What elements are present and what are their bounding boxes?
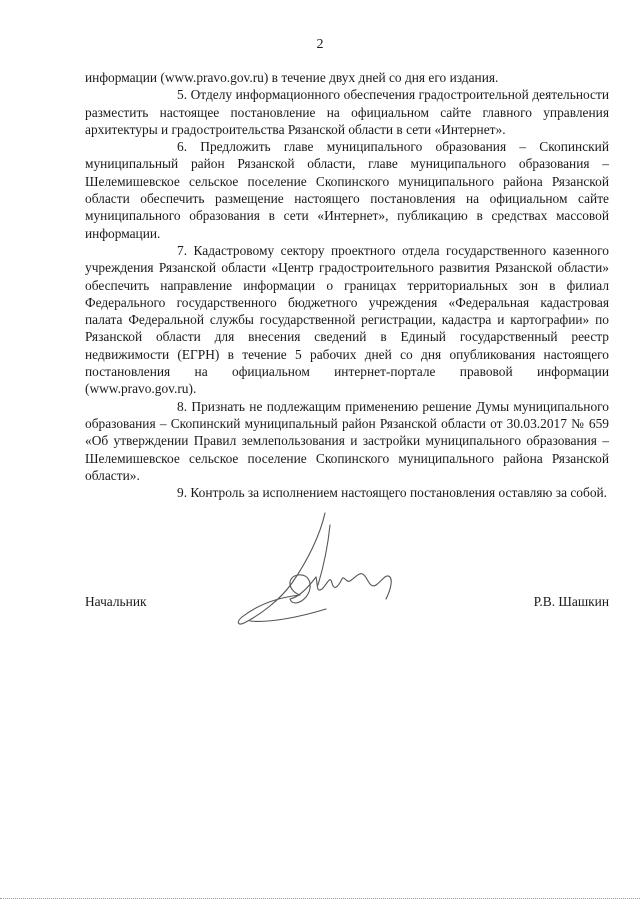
paragraph-number: 7. [177,242,188,258]
paragraph-number: 6. [177,139,188,155]
signatory-title: Начальник [85,594,147,609]
paragraph-text: Предложить главе муниципального образования – Скопинский муниципальный район Рязанской области, главе муниципального образования – Шелемишевское сельское поселение Скопинского муниципального района Рязанской области обеспечить размещение настоящего постановления на официальном сайте муниципального образования в сети «Интернет», публикацию в средствах массовой информации. [85,139,609,241]
page-number: 2 [316,37,324,52]
scan-edge-line [0,898,640,899]
paragraph-number: 9. [177,485,188,501]
paragraph-text: Контроль за исполнением настоящего постановления оставляю за собой. [190,485,608,501]
paragraph-6 [85,138,609,242]
paragraph-text: Признать не подлежащим применению решение Думы муниципального образования – Скопинский муниципальный район Рязанской области от 30.03.2017 № 659 «Об утверждении Правил землепользования и застройки муниципального образования – Шелемишевское сельское поселение Скопинского муниципального района Рязанской области». [85,398,609,483]
paragraph-continuation [85,69,609,86]
paragraph-9 [85,484,609,501]
paragraph-text: информации (www.pravo.gov.ru) в течение двух дней со дня его издания. [85,70,499,85]
signatory-name: Р.В. Шашкин [533,594,609,609]
paragraph-number: 8. [177,398,188,414]
body-text [85,69,609,501]
paragraph-text: Кадастровому сектору проектного отдела государственного казенного учреждения Рязанской области «Центр градостроительного развития Рязанской области» обеспечить направление информации о границах территориальных зон в филиал Федерального государственного бюджетного учреждения «Федеральная кадастровая палата Федеральной службы государственной регистрации, кадастра и картографии» по Рязанской области для внесения сведений в Единый государственный реестр недвижимости (ЕГРН) в течение 5 рабочих дней со дня опубликования настоящего постановления на официальном интернет-портале правовой информации (www.pravo.gov.ru). [85,242,609,397]
paragraph-number: 5. [177,87,188,103]
paragraph-8 [85,398,609,484]
paragraph-text: Отделу информационного обеспечения градостроительной деятельности разместить настоящее постановление на официальном сайте главного управления архитектуры и градостроительства Рязанской области в сети «Интернет». [85,87,609,137]
paragraph-7 [85,242,609,398]
signature-block [85,593,609,623]
paragraph-5 [85,86,609,138]
